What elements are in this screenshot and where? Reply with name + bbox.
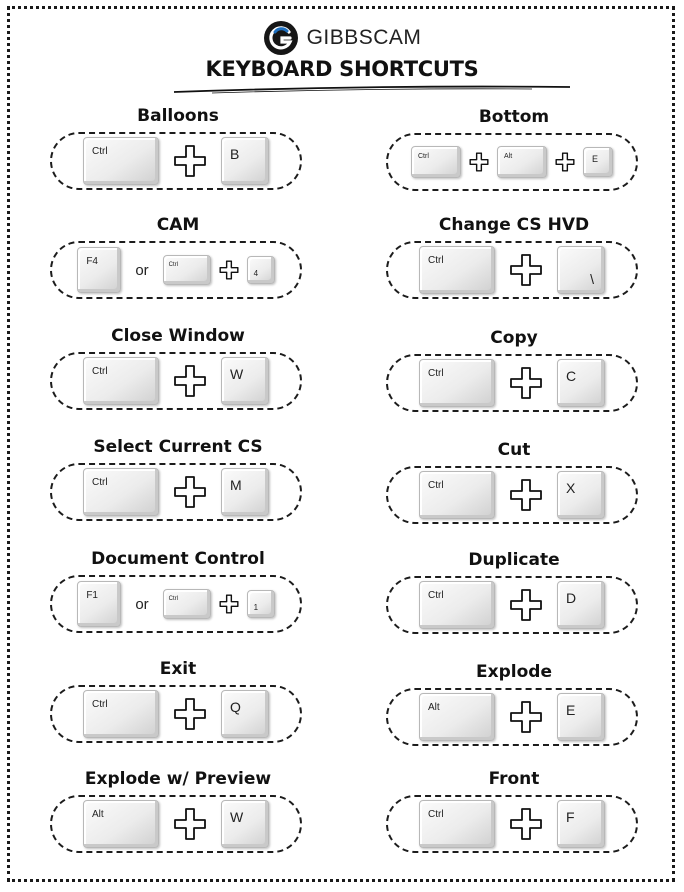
key-label: 1 xyxy=(253,603,259,612)
key-d xyxy=(557,581,605,629)
plus-icon xyxy=(173,697,207,731)
key-label: Ctrl xyxy=(92,477,108,488)
shortcut-title: Cut xyxy=(497,440,531,460)
key-ctrl xyxy=(83,357,159,405)
key-label: Q xyxy=(230,699,241,715)
shortcut-title: Select Current CS xyxy=(93,437,263,457)
key-label: M xyxy=(230,477,242,493)
key-label: F xyxy=(566,809,575,825)
plus-icon xyxy=(509,588,543,622)
key-combo xyxy=(386,133,638,191)
key-combo xyxy=(386,576,638,634)
key-label: Ctrl xyxy=(418,153,429,160)
key-label: Alt xyxy=(92,809,104,820)
key-alt xyxy=(419,693,495,741)
shortcut-title: Copy xyxy=(490,328,538,348)
plus-icon xyxy=(509,807,543,841)
key-combo xyxy=(50,241,302,299)
key-label: Ctrl xyxy=(92,366,108,377)
key-combo xyxy=(50,132,302,190)
key-ctrl xyxy=(411,146,461,178)
key-x xyxy=(557,471,605,519)
key-label: Alt xyxy=(428,702,440,713)
key-label: Ctrl xyxy=(428,590,444,601)
key-ctrl xyxy=(83,137,159,185)
key-combo xyxy=(50,352,302,410)
key-w xyxy=(221,357,269,405)
plus-icon xyxy=(173,807,207,841)
key-ctrl xyxy=(419,359,495,407)
plus-icon xyxy=(173,475,207,509)
key-label: E xyxy=(592,154,599,164)
key-combo xyxy=(50,463,302,521)
key-e xyxy=(557,693,605,741)
or-separator: or xyxy=(135,595,149,613)
shortcut-title: Bottom xyxy=(478,107,550,127)
shortcut-title: Balloons xyxy=(137,106,219,126)
plus-icon xyxy=(173,364,207,398)
key-combo xyxy=(50,575,302,633)
shortcut-title: Front xyxy=(488,769,540,789)
shortcut-title: Change CS HVD xyxy=(438,215,590,235)
key-label: Alt xyxy=(504,153,513,160)
key-label: F4 xyxy=(86,256,98,267)
key-e xyxy=(583,147,613,177)
plus-icon xyxy=(509,366,543,400)
plus-icon xyxy=(555,152,575,172)
plus-icon xyxy=(509,478,543,512)
page-title: KEYBOARD SHORTCUTS xyxy=(205,57,479,81)
key-label: Ctrl xyxy=(428,480,444,491)
key-b xyxy=(221,137,269,185)
key-f1 xyxy=(77,581,121,627)
key-combo xyxy=(386,795,638,853)
key-4 xyxy=(247,256,275,284)
key-combo xyxy=(386,241,638,299)
key-label: E xyxy=(566,702,576,718)
plus-icon xyxy=(173,144,207,178)
plus-icon xyxy=(509,700,543,734)
key-f4 xyxy=(77,247,121,293)
key-1 xyxy=(247,590,275,618)
plus-icon xyxy=(509,253,543,287)
key-combo xyxy=(50,795,302,853)
shortcut-title: Document Control xyxy=(91,549,265,569)
key-label: W xyxy=(230,366,244,382)
key-c xyxy=(557,359,605,407)
key-f xyxy=(557,800,605,848)
key-ctrl xyxy=(419,471,495,519)
key-alt xyxy=(497,146,547,178)
key-combo xyxy=(386,688,638,746)
key-ctrl xyxy=(83,468,159,516)
key-combo xyxy=(386,354,638,412)
key-label: Ctrl xyxy=(428,809,444,820)
key-label: Ctrl xyxy=(92,146,108,157)
shortcut-title: CAM xyxy=(156,215,200,235)
key-label: F1 xyxy=(86,590,98,601)
key-label: C xyxy=(566,368,577,384)
gibbscam-logo-icon xyxy=(263,20,299,56)
key-label: Ctrl xyxy=(168,262,179,268)
key-label: D xyxy=(566,590,577,606)
key-q xyxy=(221,690,269,738)
key-label: 4 xyxy=(253,269,259,278)
key-label: Ctrl xyxy=(428,255,444,266)
shortcut-title: Duplicate xyxy=(468,550,560,570)
key-label: B xyxy=(230,146,240,162)
key-w xyxy=(221,800,269,848)
key-ctrl xyxy=(419,246,495,294)
key-ctrl xyxy=(163,589,211,619)
key-label: W xyxy=(230,809,244,825)
or-separator: or xyxy=(135,261,149,279)
key-combo xyxy=(386,466,638,524)
key-m xyxy=(221,468,269,516)
brand-name: GIBBSCAM xyxy=(306,26,422,49)
key-ctrl xyxy=(83,690,159,738)
key-label: Ctrl xyxy=(92,699,108,710)
key-alt xyxy=(83,800,159,848)
plus-icon xyxy=(219,260,239,280)
shortcut-title: Exit xyxy=(159,659,197,679)
key-label: Ctrl xyxy=(428,368,444,379)
key-backslash xyxy=(557,246,605,294)
shortcut-title: Close Window xyxy=(111,326,245,346)
key-label: X xyxy=(566,480,576,496)
brand-header xyxy=(0,20,684,56)
plus-icon xyxy=(219,594,239,614)
key-ctrl xyxy=(163,255,211,285)
plus-icon xyxy=(469,152,489,172)
key-label: \ xyxy=(590,271,594,287)
title-underline xyxy=(172,83,572,95)
key-label: Ctrl xyxy=(168,596,179,602)
key-combo xyxy=(50,685,302,743)
shortcut-title: Explode xyxy=(476,662,552,682)
key-ctrl xyxy=(419,581,495,629)
shortcut-title: Explode w/ Preview xyxy=(84,769,272,789)
key-ctrl xyxy=(419,800,495,848)
